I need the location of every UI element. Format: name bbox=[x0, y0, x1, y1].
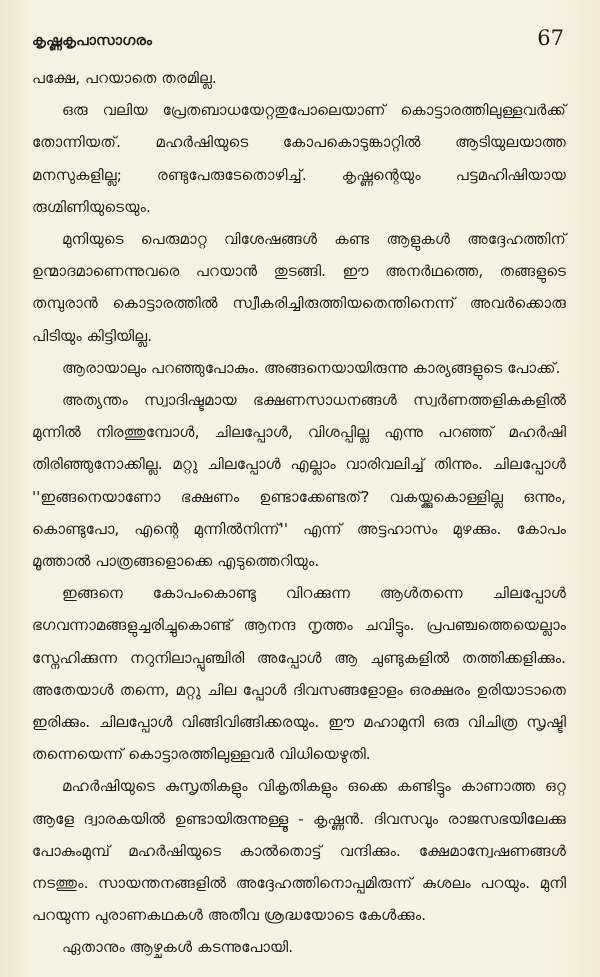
paragraph-8: ഏതാനും ആഴ്ചകൾ കടന്നുപോയി. bbox=[62, 938, 294, 957]
paragraph-6: ഇങ്ങനെ കോപംകൊണ്ടു വിറക്കുന്ന ആൾതന്നെ ചിലപ്പോൾ ഭഗവന്നാമങ്ങളുച്ചരിച്ചുകൊണ്ട് ആനന്ദ നൃത്തം ചവിട്ടും. പ്രപഞ്ചത്തെയെല്ലാം സ്നേഹിക്കുന്ന നറുനിലാപ്പുഞ്ചിരി അപ്പോൾ ആ ചുണ്ടുകളിൽ തത്തിക്കളിക്കും. അതേയാൾ തന്നെ, മറ്റു ചില പ്പോൾ ദിവസങ്ങളോളം ഒരക്ഷരം ഉരിയാടാതെ ഇരിക്കും. ചിലപ്പോൾ വിങ്ങിവിങ്ങിക്കരയും. ഈ മഹാമുനി ഒരു വിചിത്ര സൃഷ്ടി തന്നെയെന്ന് കൊട്ടാരത്തിലുള്ളവർ വിധിയെഴുതി. bbox=[32, 584, 566, 764]
page-number: 67 bbox=[537, 26, 564, 50]
body-text bbox=[32, 62, 566, 964]
paragraph-1: പക്ഷേ, പറയാതെ തരമില്ല. bbox=[32, 69, 217, 87]
book-title: കൃഷ്ണകൃപാസാഗരം bbox=[32, 33, 153, 49]
paragraph-3: മുനിയുടെ പെരുമാറ്റ വിശേഷങ്ങൾ കണ്ട ആളുകൾ അദ്ദേഹത്തിന് ഉന്മാദമാണെന്നുവരെ പറയാൻ തുടങ്ങി. ഈ അനർഥത്തെ, തങ്ങളുടെ തമ്പുരാൻ കൊട്ടാരത്തിൽ സ്വീകരിച്ചിരുത്തിയതെന്തിനെന്ന് അവർക്കൊരു പിടിയും കിട്ടിയില്ല. bbox=[32, 230, 566, 345]
paragraph-7: മഹർഷിയുടെ കുസൃതികളും വികൃതികളും ഒക്കെ കണ്ടിട്ടും കാണാത്ത ഒറ്റ ആളേ ദ്വാരകയിൽ ഉണ്ടായിരുന്നുള്ളൂ - കൃഷ്ണൻ. ദിവസവും രാജസഭയിലേക്കു പോകുംമുമ്പ് മഹർഷിയുടെ കാൽതൊട്ട് വന്ദിക്കും. ക്ഷേമാന്വേഷണങ്ങൾ നടത്തും. സായന്തനങ്ങളിൽ അദ്ദേഹത്തിനൊപ്പമിരുന്ന് കുശലം പറയും. മുനി പറയുന്ന പുരാണകഥകൾ അതീവ ശ്രദ്ധയോടെ കേൾക്കും. bbox=[32, 777, 566, 925]
running-head bbox=[32, 26, 566, 60]
paragraph-5: അത്യന്തം സ്വാദിഷ്ടമായ ഭക്ഷണസാധനങ്ങൾ സ്വർണത്തളികകളിൽ മുന്നിൽ നിരത്തുമ്പോൾ, ചിലപ്പോൾ, വിശപ്പില്ല എന്നു പറഞ്ഞ് മഹർഷി തിരിഞ്ഞുനോക്കില്ല. മറ്റു ചിലപ്പോൾ എല്ലാം വാരിവലിച്ച് തിന്നും. ചിലപ്പോൾ ''ഇങ്ങനെയാണോ ഭക്ഷണം ഉണ്ടാക്കേണ്ടത്? വകയ്ക്കുകൊള്ളില്ല ഒന്നും, കൊണ്ടുപോ, എന്റെ മുന്നിൽനിന്ന്'' എന്ന് അട്ടഹാസം മുഴക്കും. കോപം മൂത്താൽ പാത്രങ്ങളൊക്കെ എടുത്തെറിയും. bbox=[32, 391, 566, 571]
paragraph-2: ഒരു വലിയ പ്രേതബാധയേറ്റതുപോലെയാണ് കൊട്ടാരത്തിലുള്ളവർക്ക് തോന്നിയത്. മഹർഷിയുടെ കോപകൊടുങ്കാറ്റിൽ ആടിയുലയാത്ത മനസുകളില്ല; രണ്ടുപേരുടേതൊഴിച്ച്. കൃഷ്ണന്റെയും പട്ടമഹിഷിയായ രുഗ്മിണിയുടെയും. bbox=[32, 101, 566, 216]
paragraph-4: ആരായാലും പറഞ്ഞുപോകും. അങ്ങനെയായിരുന്നു കാര്യങ്ങളുടെ പോക്ക്. bbox=[62, 358, 561, 377]
